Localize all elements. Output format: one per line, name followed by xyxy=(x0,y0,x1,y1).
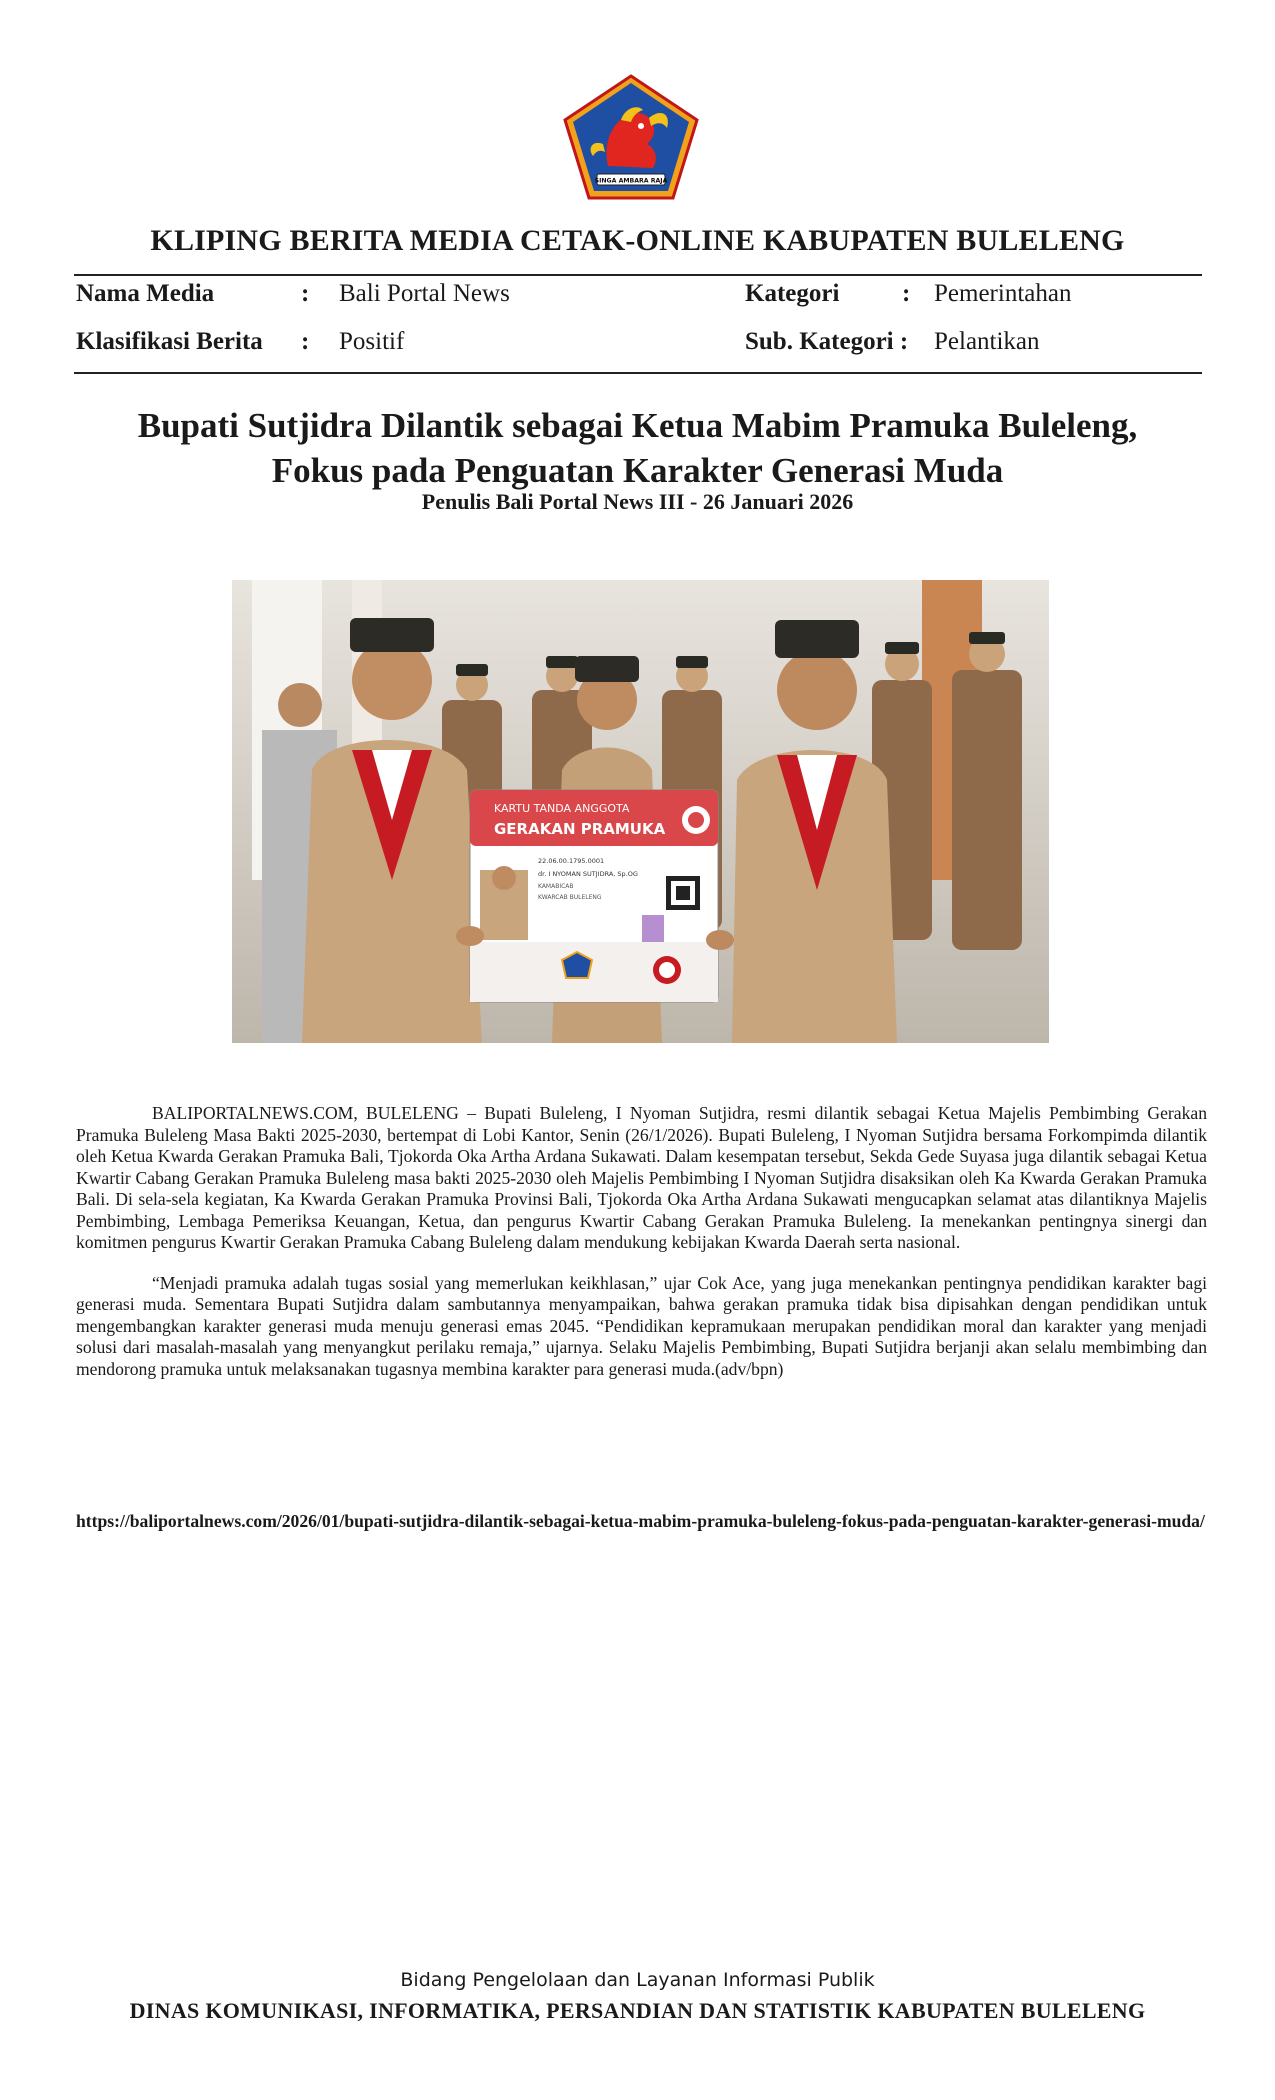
card-header: KARTU TANDA ANGGOTA xyxy=(494,802,630,815)
article-headline xyxy=(60,403,1215,493)
card-title: GERAKAN PRAMUKA xyxy=(494,820,666,838)
kategori-value: Pemerintahan xyxy=(934,280,1072,307)
kategori-colon: : xyxy=(902,280,911,307)
card-name: dr. I NYOMAN SUTJIDRA, Sp.OG xyxy=(538,870,638,878)
kabupaten-buleleng-logo xyxy=(563,74,699,200)
subkategori-value: Pelantikan xyxy=(934,328,1040,355)
membership-card xyxy=(470,790,718,1002)
article-body xyxy=(76,1103,1207,1399)
media-colon: : xyxy=(301,280,310,307)
klasifikasi-value: Positif xyxy=(339,328,405,355)
headline-line-2: Fokus pada Penguatan Karakter Generasi Muda xyxy=(271,451,1004,490)
article-paragraph-1: BALIPORTALNEWS.COM, BULELENG – Bupati Buleleng, I Nyoman Sutjidra, resmi dilantik sebagai Ketua Majelis Pembimbing Gerakan Pramuka Buleleng Masa Bakti 2025-2030, bertempat di Lobi Kantor, Senin (26/1/2026). Bupati Buleleng, I Nyoman Sutjidra bersama Forkompimda dilantik oleh Ketua Kwarda Gerakan Pramuka Bali, Tjokorda Oka Artha Ardana Sukawati. Dalam kesempatan tersebut, Sekda Gede Suyasa juga dilantik sebagai Ketua Kwartir Cabang Gerakan Pramuka Buleleng masa bakti 2025-2030 oleh Majelis Pembimbing I Nyoman Sutjidra disaksikan oleh Ka Kwarda Gerakan Pramuka Bali. Di sela-sela kegiatan, Ka Kwarda Gerakan Pramuka Provinsi Bali, Tjokorda Oka Artha Ardana Sukawati mengucapkan selamat atas dilantiknya Majelis Pembimbing, Lembaga Pemeriksa Keuangan, Ketua, dan pengurus Kwartir Cabang Gerakan Pramuka Buleleng. Ia menekankan pentingnya sinergi dan komitmen pengurus Kwartir Gerakan Pramuka Cabang Buleleng dalam mendukung kebijakan Kwarda Daerah serta nasional. xyxy=(76,1103,1207,1252)
footer-division: Bidang Pengelolaan dan Layanan Informasi Publik xyxy=(400,1969,875,1991)
article-paragraph-2: “Menjadi pramuka adalah tugas sosial yang memerlukan keikhlasan,” ujar Cok Ace, yang juga menekankan pentingnya pendidikan karakter bagi generasi muda. Sementara Bupati Sutjidra dalam sambutannya menyampaikan, bahwa gerakan pramuka tidak bisa dipisahkan dengan pendidikan untuk mengembangkan karakter generasi muda menuju generasi emas 2045. “Pendidikan kepramukaan merupakan pendidikan moral dan karakter yang menjadi solusi dari masalah-masalah yang menyangkut perilaku remaja,” ujarnya. Selaku Majelis Pembimbing, Bupati Sutjidra berjanji akan selalu membimbing dan mendorong pramuka untuk melaksanakan tugasnya membina karakter para generasi muda.(adv/bpn) xyxy=(76,1272,1207,1379)
media-label: Nama Media xyxy=(76,280,215,307)
headline-line-1: Bupati Sutjidra Dilantik sebagai Ketua Mabim Pramuka Buleleng, xyxy=(137,406,1138,445)
card-unit: KWARCAB BULELENG xyxy=(538,894,602,901)
header-bottom-rule xyxy=(74,372,1202,374)
footer-agency: DINAS KOMUNIKASI, INFORMATIKA, PERSANDIAN DAN STATISTIK KABUPATEN BULELENG xyxy=(129,1998,1146,2023)
card-role: KAMABICAB xyxy=(538,883,574,890)
subkategori-label: Sub. Kategori : xyxy=(745,328,909,355)
media-value: Bali Portal News xyxy=(339,280,510,307)
card-number: 22.06.00.1795.0001 xyxy=(538,857,605,865)
article-source-link[interactable]: https://baliportalnews.com/2026/01/bupati-sutjidra-dilantik-sebagai-ketua-mabim-pramuka-buleleng-fokus-pada-penguatan-karakter-generasi-muda/ xyxy=(76,1511,1205,1531)
article-photo xyxy=(232,580,1049,1043)
header-top-rule xyxy=(74,274,1202,276)
klasifikasi-colon: : xyxy=(301,328,310,355)
klasifikasi-label: Klasifikasi Berita xyxy=(76,328,263,355)
clipping-title: KLIPING BERITA MEDIA CETAK-ONLINE KABUPATEN BULELENG xyxy=(150,224,1125,257)
logo-motto: SINGA AMBARA RAJA xyxy=(594,177,668,185)
kategori-label: Kategori xyxy=(745,280,840,307)
article-byline: Penulis Bali Portal News III - 26 Januari 2026 xyxy=(421,489,854,514)
